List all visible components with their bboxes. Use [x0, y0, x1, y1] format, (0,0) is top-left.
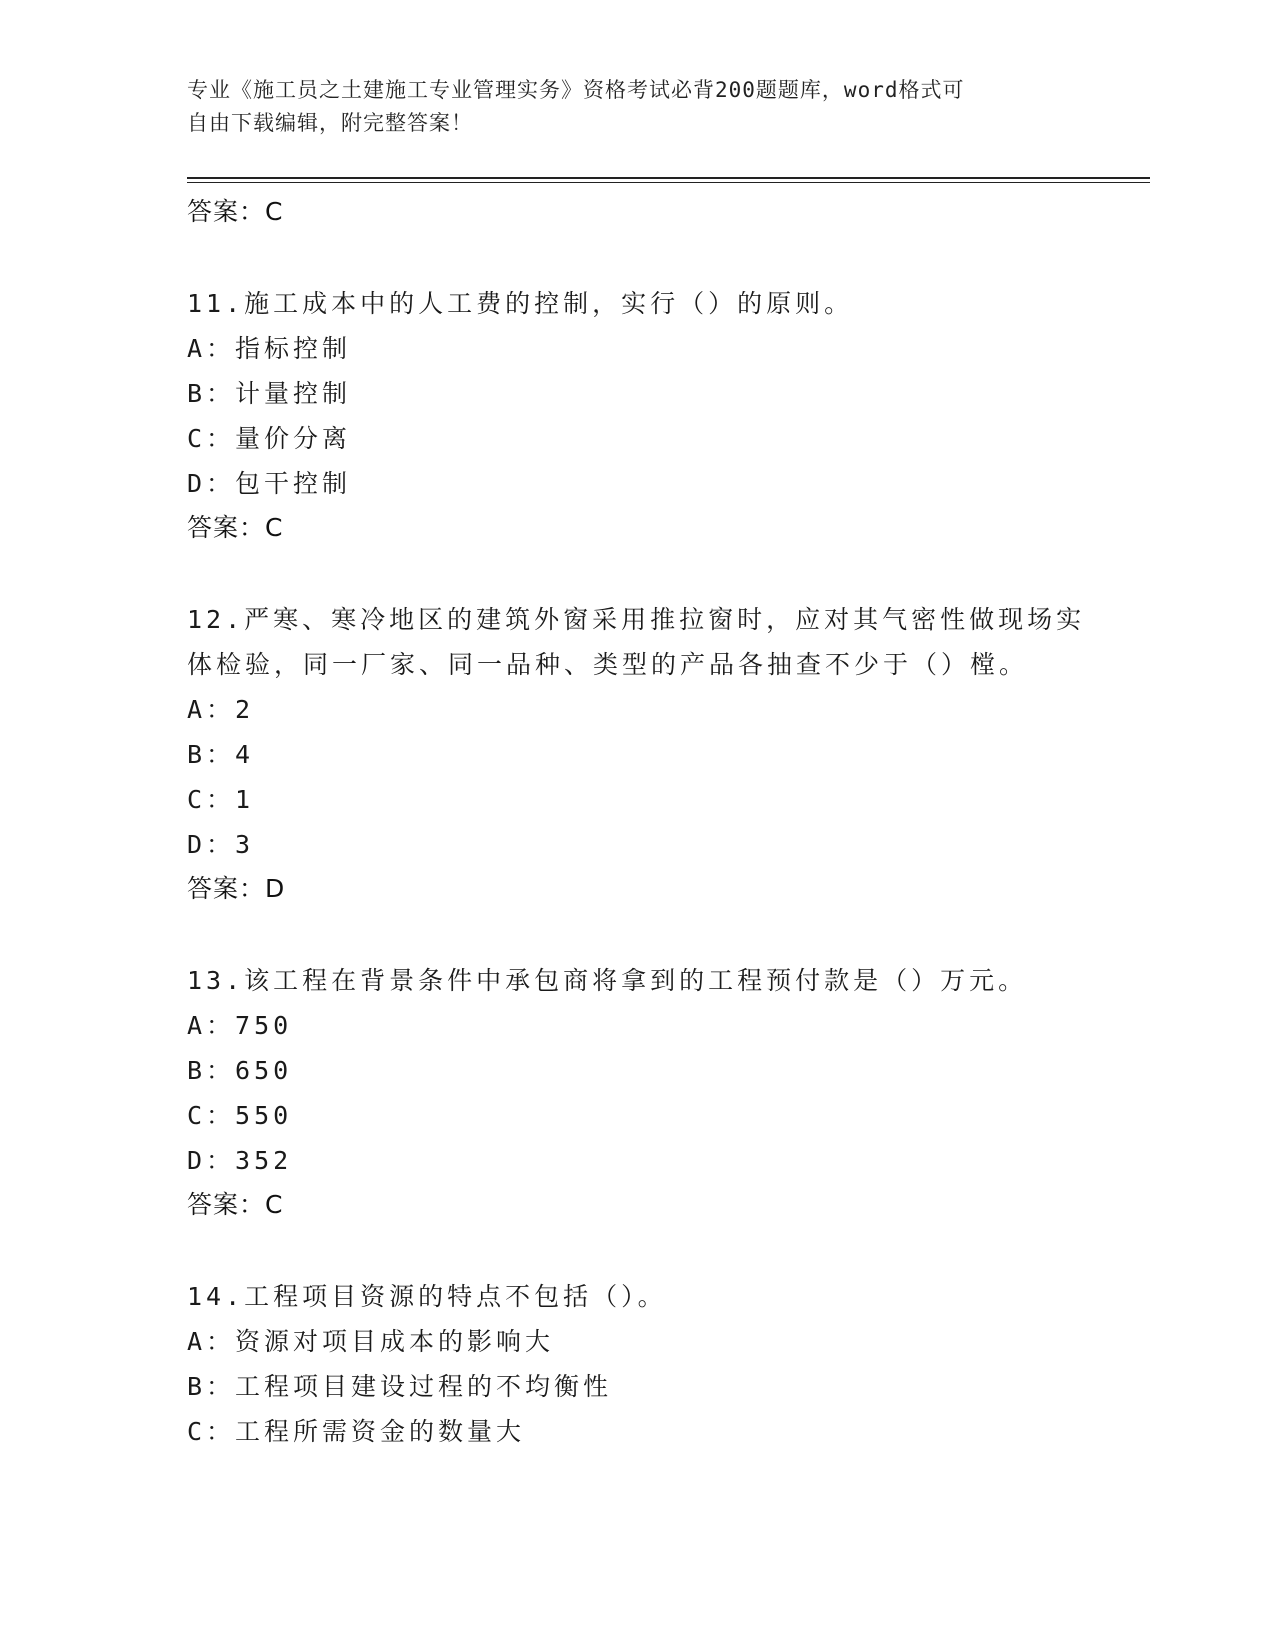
question-stem: 11.施工成本中的人工费的控制，实行（）的原则。	[187, 289, 854, 318]
header-divider-thin	[187, 182, 1150, 183]
option-d: D：3	[187, 830, 255, 859]
answer-line: 答案：D	[187, 874, 286, 903]
question-list	[187, 190, 1087, 1454]
option-d: D：352	[187, 1146, 293, 1175]
option-c: C：1	[187, 785, 255, 814]
question-stem: 12.严寒、寒冷地区的建筑外窗采用推拉窗时，应对其气密性做现场实体检验，同一厂家、同一品种、类型的产品各抽查不少于（）樘。	[187, 605, 1086, 679]
question-block	[187, 597, 1087, 911]
question-block	[187, 281, 1087, 550]
question-block	[187, 958, 1087, 1227]
header-line-2: 自由下载编辑，附完整答案！	[187, 111, 473, 135]
option-a: A：750	[187, 1011, 293, 1040]
answer-line: 答案：C	[187, 513, 284, 542]
option-a: A：指标控制	[187, 334, 352, 363]
question-stem: 13.该工程在背景条件中承包商将拿到的工程预付款是（）万元。	[187, 966, 1028, 995]
question-block	[187, 1274, 1087, 1454]
question-stem: 14.工程项目资源的特点不包括（）。	[187, 1282, 667, 1311]
answer-line: 答案：C	[187, 197, 284, 226]
header-line-1: 专业《施工员之土建施工专业管理实务》资格考试必背200题题库，word格式可	[187, 78, 965, 102]
option-a: A：2	[187, 695, 255, 724]
option-c: C：量价分离	[187, 424, 352, 453]
document-header	[187, 74, 1067, 140]
option-b: B：650	[187, 1056, 293, 1085]
header-divider-thick	[187, 177, 1150, 179]
option-b: B：计量控制	[187, 379, 352, 408]
option-c: C：550	[187, 1101, 293, 1130]
option-a: A：资源对项目成本的影响大	[187, 1327, 555, 1356]
option-d: D：包干控制	[187, 469, 352, 498]
option-b: B：4	[187, 740, 255, 769]
option-c: C：工程所需资金的数量大	[187, 1417, 526, 1446]
answer-line: 答案：C	[187, 1190, 284, 1219]
option-b: B：工程项目建设过程的不均衡性	[187, 1372, 613, 1401]
